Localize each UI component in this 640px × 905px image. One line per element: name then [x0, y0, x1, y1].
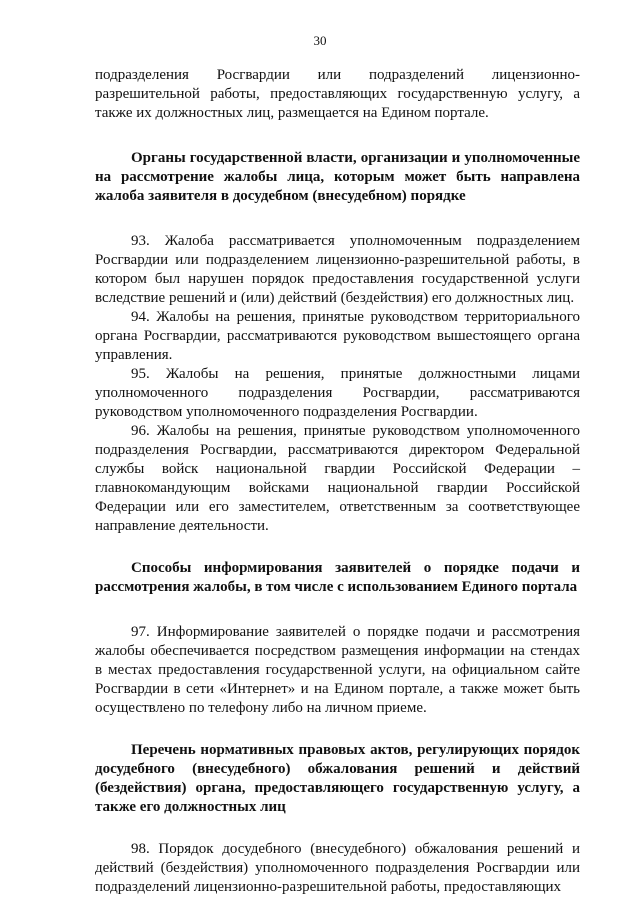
paragraph-94: 94. Жалобы на решения, принятые руководством территориального органа Росгвардии, рассматриваются руководством вышестоящего органа управления. — [95, 309, 580, 363]
section-heading-complaint-bodies: Органы государственной власти, организации и уполномоченные на рассмотрение жалобы лица, которым может быть направлена жалоба заявителя в досудебном (внесудебном) порядке — [95, 150, 580, 204]
paragraph-95: 95. Жалобы на решения, принятые должностными лицами уполномоченного подразделения Росгвардии, рассматриваются руководством уполномоченного подразделения Росгвардии. — [95, 366, 580, 420]
paragraph-93: 93. Жалоба рассматривается уполномоченным подразделением Росгвардии или подразделением лицензионно-разрешительной работы, в котором был нарушен порядок предоставления государственной услуги вследствие решений и (или) действий (бездействия) его должностных лиц. — [95, 233, 580, 306]
paragraph-continuation: подразделения Росгвардии или подразделений лицензионно-разрешительной работы, предоставляющих государственную услугу, а также их должностных лиц, размещается на Едином портале. — [95, 67, 580, 121]
document-body — [95, 66, 580, 897]
paragraph-96: 96. Жалобы на решения, принятые руководством уполномоченного подразделения Росгвардии, рассматриваются директором Федеральной службы войск национальной гвардии Российской Федерации – главнокомандующим войсками национальной гвардии Российской Федерации или его заместителем, ответственным за соответствующее направление деятельности. — [95, 423, 580, 534]
page-number: 30 — [313, 33, 327, 48]
section-heading-regulatory-acts: Перечень нормативных правовых актов, регулирующих порядок досудебного (внесудебного) обжалования решений и действий (бездействия) органа, предоставляющего государственную услугу, а также его должностных лиц — [95, 742, 580, 815]
paragraph-97: 97. Информирование заявителей о порядке подачи и рассмотрения жалобы обеспечивается посредством размещения информации на стендах в местах предоставления государственной услуги, на официальном сайте Росгвардии в сети «Интернет» и на Едином портале, а также может быть осуществлено по телефону либо на личном приеме. — [95, 624, 580, 716]
paragraph-98: 98. Порядок досудебного (внесудебного) обжалования решений и действий (бездействия) уполномоченного подразделения Росгвардии или подразделений лицензионно-разрешительной работы, предоставляющих — [95, 841, 580, 895]
section-heading-informing-methods: Способы информирования заявителей о порядке подачи и рассмотрения жалобы, в том числе с использованием Единого портала — [95, 560, 580, 595]
